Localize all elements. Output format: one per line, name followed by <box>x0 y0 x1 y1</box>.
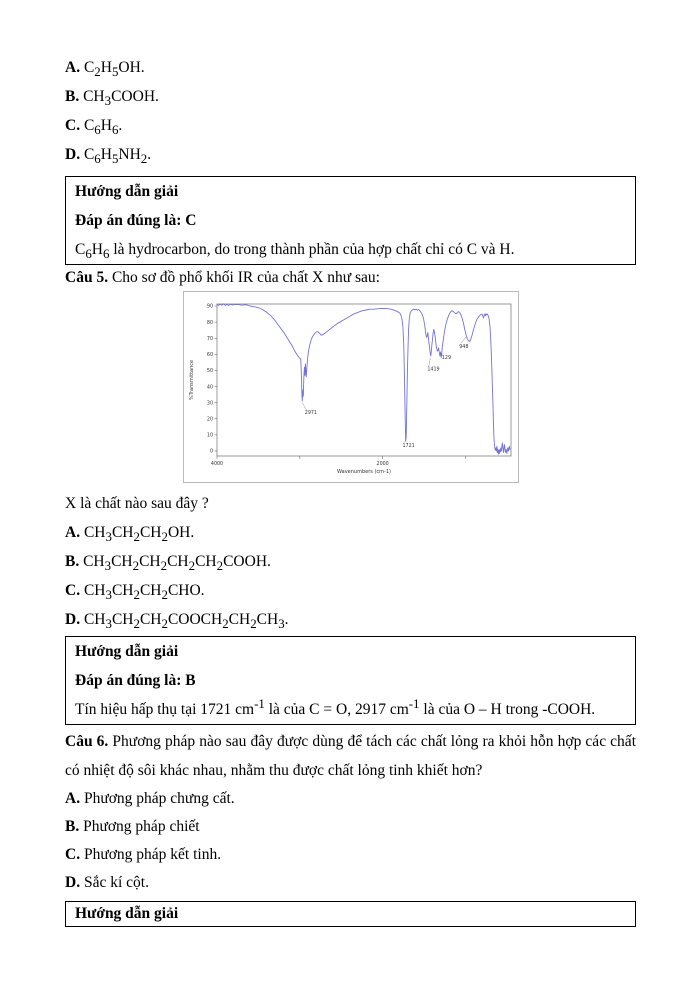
question-text: Phương pháp nào sau đây được dùng để tách các chất lỏng ra khỏi hỗn hợp các chất có nhiệt độ sôi khác nhau, nhằm thu được chất lỏng tinh khiết hơn? <box>65 733 636 779</box>
option-letter: C. <box>65 117 81 134</box>
svg-text:2971: 2971 <box>304 410 318 416</box>
option-formula: $CH_3CH_2CH_2COOCH_2CH_2CH_3$. <box>83 611 289 632</box>
solution-heading: Hướng dẫn giải <box>75 183 179 200</box>
svg-text:10: 10 <box>206 433 213 439</box>
option-letter: D. <box>65 611 81 628</box>
q5-option-c <box>65 576 636 605</box>
option-letter: A. <box>65 59 81 76</box>
option-formula: $CH_3COOH$. <box>83 88 159 109</box>
q6-option-b <box>65 813 636 841</box>
answer-line: Đáp án đúng là: C <box>75 212 197 229</box>
q6-option-d <box>65 869 636 897</box>
question-label: Câu 6. <box>65 733 109 750</box>
q5-option-d <box>65 605 636 634</box>
q5-solution-box <box>65 636 636 725</box>
option-letter: B. <box>65 553 80 570</box>
option-formula: $C_6H_5NH_2$. <box>83 146 152 167</box>
solution-heading: Hướng dẫn giải <box>75 643 179 660</box>
svg-text:%Transmittance: %Transmittance <box>189 359 195 401</box>
svg-text:90: 90 <box>206 304 213 310</box>
option-formula: $C_2H_5OH$. <box>83 59 145 80</box>
option-formula: $C_6H_6$. <box>83 117 123 138</box>
svg-text:60: 60 <box>206 353 213 359</box>
svg-text:129: 129 <box>441 356 452 362</box>
option-letter: B. <box>65 88 80 105</box>
svg-text:0: 0 <box>209 449 213 455</box>
svg-text:2000: 2000 <box>376 462 389 467</box>
option-formula: $CH_3CH_2CH_2CH_2CH_2COOH$. <box>83 553 271 574</box>
explanation-text: Tín hiệu hấp thụ tại 1721 $cm^{-1}$ là của C = O, 2917 $cm^{-1}$ là của O – H trong -COOH. <box>75 695 596 718</box>
q6-solution-box <box>65 901 636 927</box>
option-formula: $CH_3CH_2CH_2OH$. <box>83 524 195 545</box>
option-letter: B. <box>65 818 80 835</box>
q4-solution-box <box>65 176 636 265</box>
svg-text:948: 948 <box>459 344 469 350</box>
svg-text:40: 40 <box>206 385 213 391</box>
option-letter: A. <box>65 790 81 807</box>
q5-option-a <box>65 518 636 547</box>
q6-option-c <box>65 841 636 869</box>
svg-text:80: 80 <box>206 320 213 326</box>
svg-text:20: 20 <box>206 417 213 423</box>
svg-text:1721: 1721 <box>402 443 415 449</box>
explanation-text: $C_6H_6$ là hydrocarbon, do trong thành phần của hợp chất chỉ có C và H. <box>75 241 515 262</box>
svg-text:Wavenumbers (cm-1): Wavenumbers (cm-1) <box>337 469 391 475</box>
ir-spectrum-plot <box>184 292 518 482</box>
q4-option-c <box>65 111 636 140</box>
q5-question-line <box>65 265 636 291</box>
q5-option-b <box>65 547 636 576</box>
option-formula: $CH_3CH_2CH_2CHO$. <box>83 582 205 603</box>
option-letter: C. <box>65 846 81 863</box>
svg-text:1419: 1419 <box>427 367 440 373</box>
q5-subquestion: X là chất nào sau đây ? <box>65 495 209 512</box>
ir-spectrum-chart <box>183 291 519 483</box>
option-text: Phương pháp kết tinh. <box>83 846 222 863</box>
svg-text:70: 70 <box>206 336 213 342</box>
q6-question-paragraph <box>65 727 636 785</box>
q4-option-d <box>65 140 636 169</box>
svg-text:50: 50 <box>206 369 213 375</box>
q6-block <box>65 727 636 897</box>
q4-option-b <box>65 82 636 111</box>
option-letter: D. <box>65 146 81 163</box>
q4-option-a <box>65 53 636 82</box>
solution-heading: Hướng dẫn giải <box>75 905 179 922</box>
question-label: Câu 5. <box>65 269 109 286</box>
option-letter: C. <box>65 582 81 599</box>
option-text: Phương pháp chiết <box>83 818 200 835</box>
q6-option-a <box>65 785 636 813</box>
question-text: Cho sơ đồ phổ khối IR của chất X như sau: <box>108 269 380 286</box>
option-letter: A. <box>65 524 81 541</box>
option-text: Phương pháp chưng cất. <box>83 790 235 807</box>
answer-line: Đáp án đúng là: B <box>75 672 196 689</box>
option-text: Sắc kí cột. <box>83 874 149 891</box>
svg-text:30: 30 <box>206 401 213 407</box>
option-letter: D. <box>65 874 81 891</box>
svg-text:4000: 4000 <box>210 462 224 467</box>
